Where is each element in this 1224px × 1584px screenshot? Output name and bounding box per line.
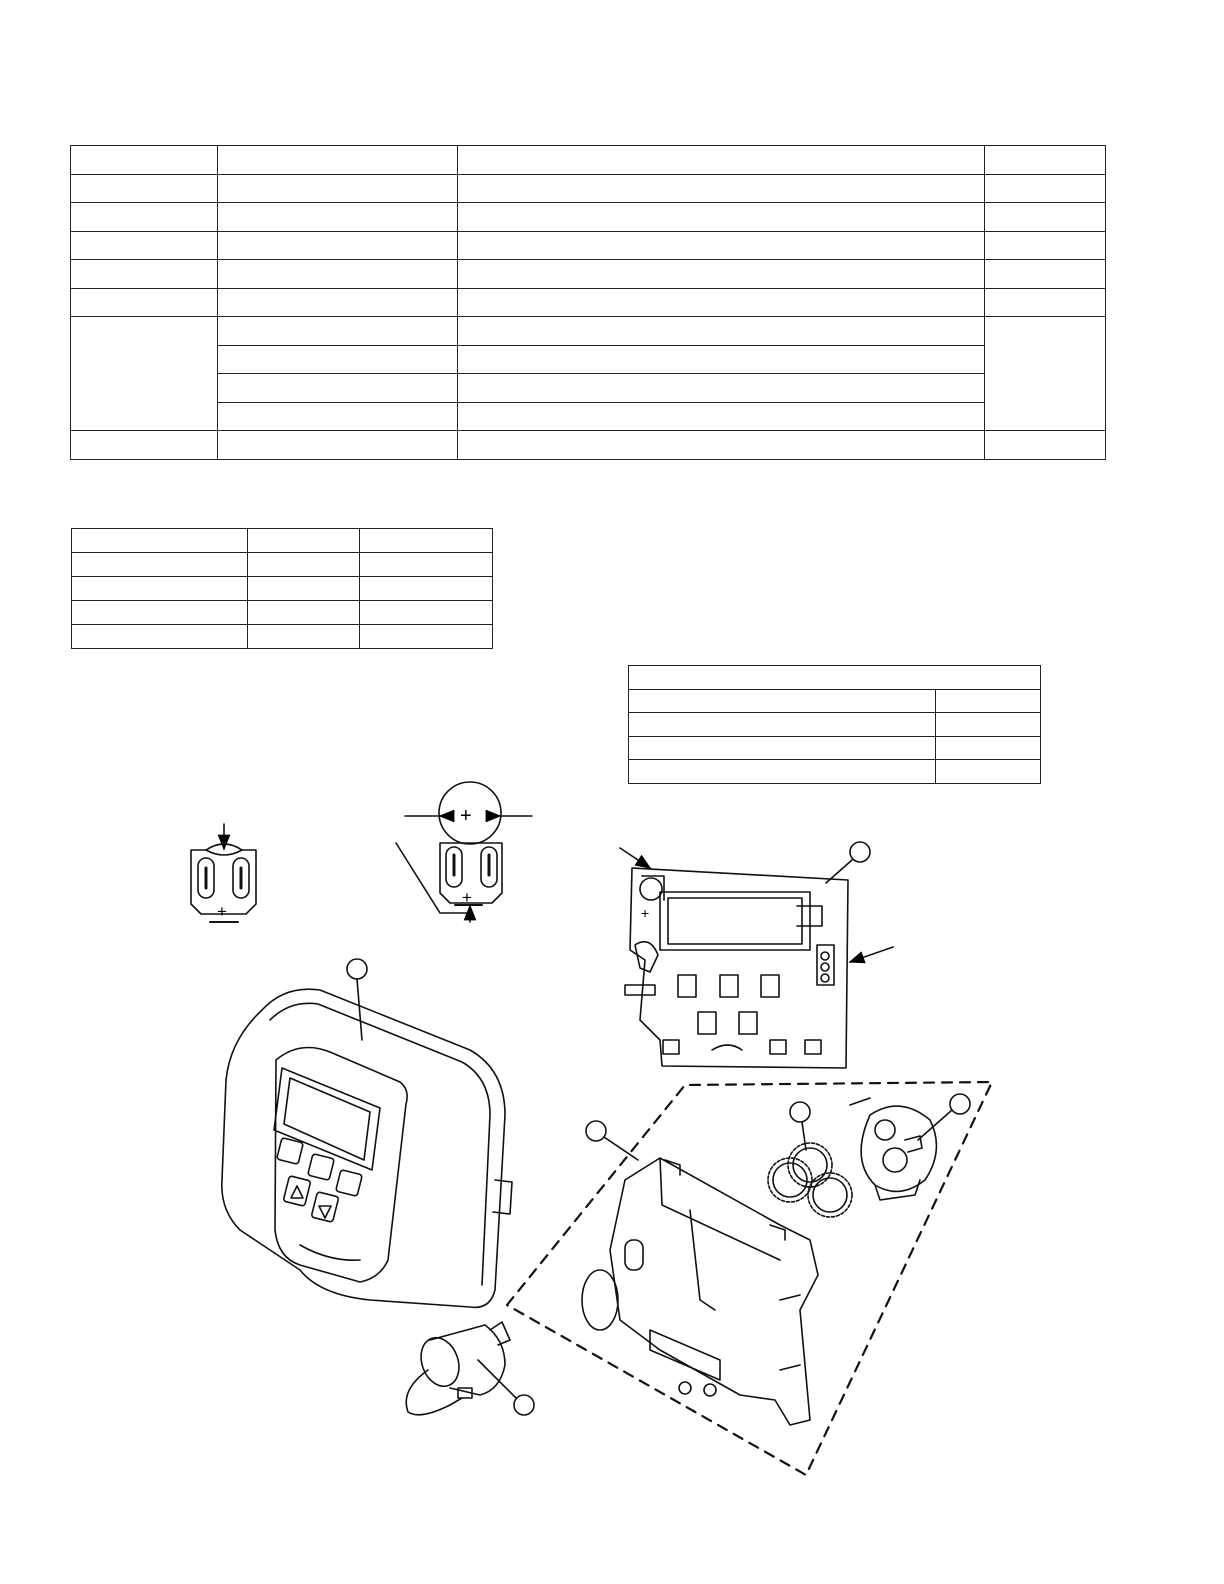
battery-plus-sign: +: [462, 888, 472, 907]
coin-cell-plus-sign: +: [460, 805, 472, 827]
drive-bracket-drawing: [582, 1121, 818, 1425]
front-cover-drawing: [222, 959, 512, 1307]
drive-cam-drawing: [850, 1094, 970, 1200]
pc-board-drawing: [620, 842, 893, 1068]
drive-assembly-outline: [507, 1082, 992, 1475]
drive-gears-drawing: [768, 1102, 852, 1217]
board-plus-sign: +: [641, 905, 650, 921]
drive-motor-drawing: [406, 1322, 534, 1415]
battery-plus-sign: +: [217, 902, 227, 921]
